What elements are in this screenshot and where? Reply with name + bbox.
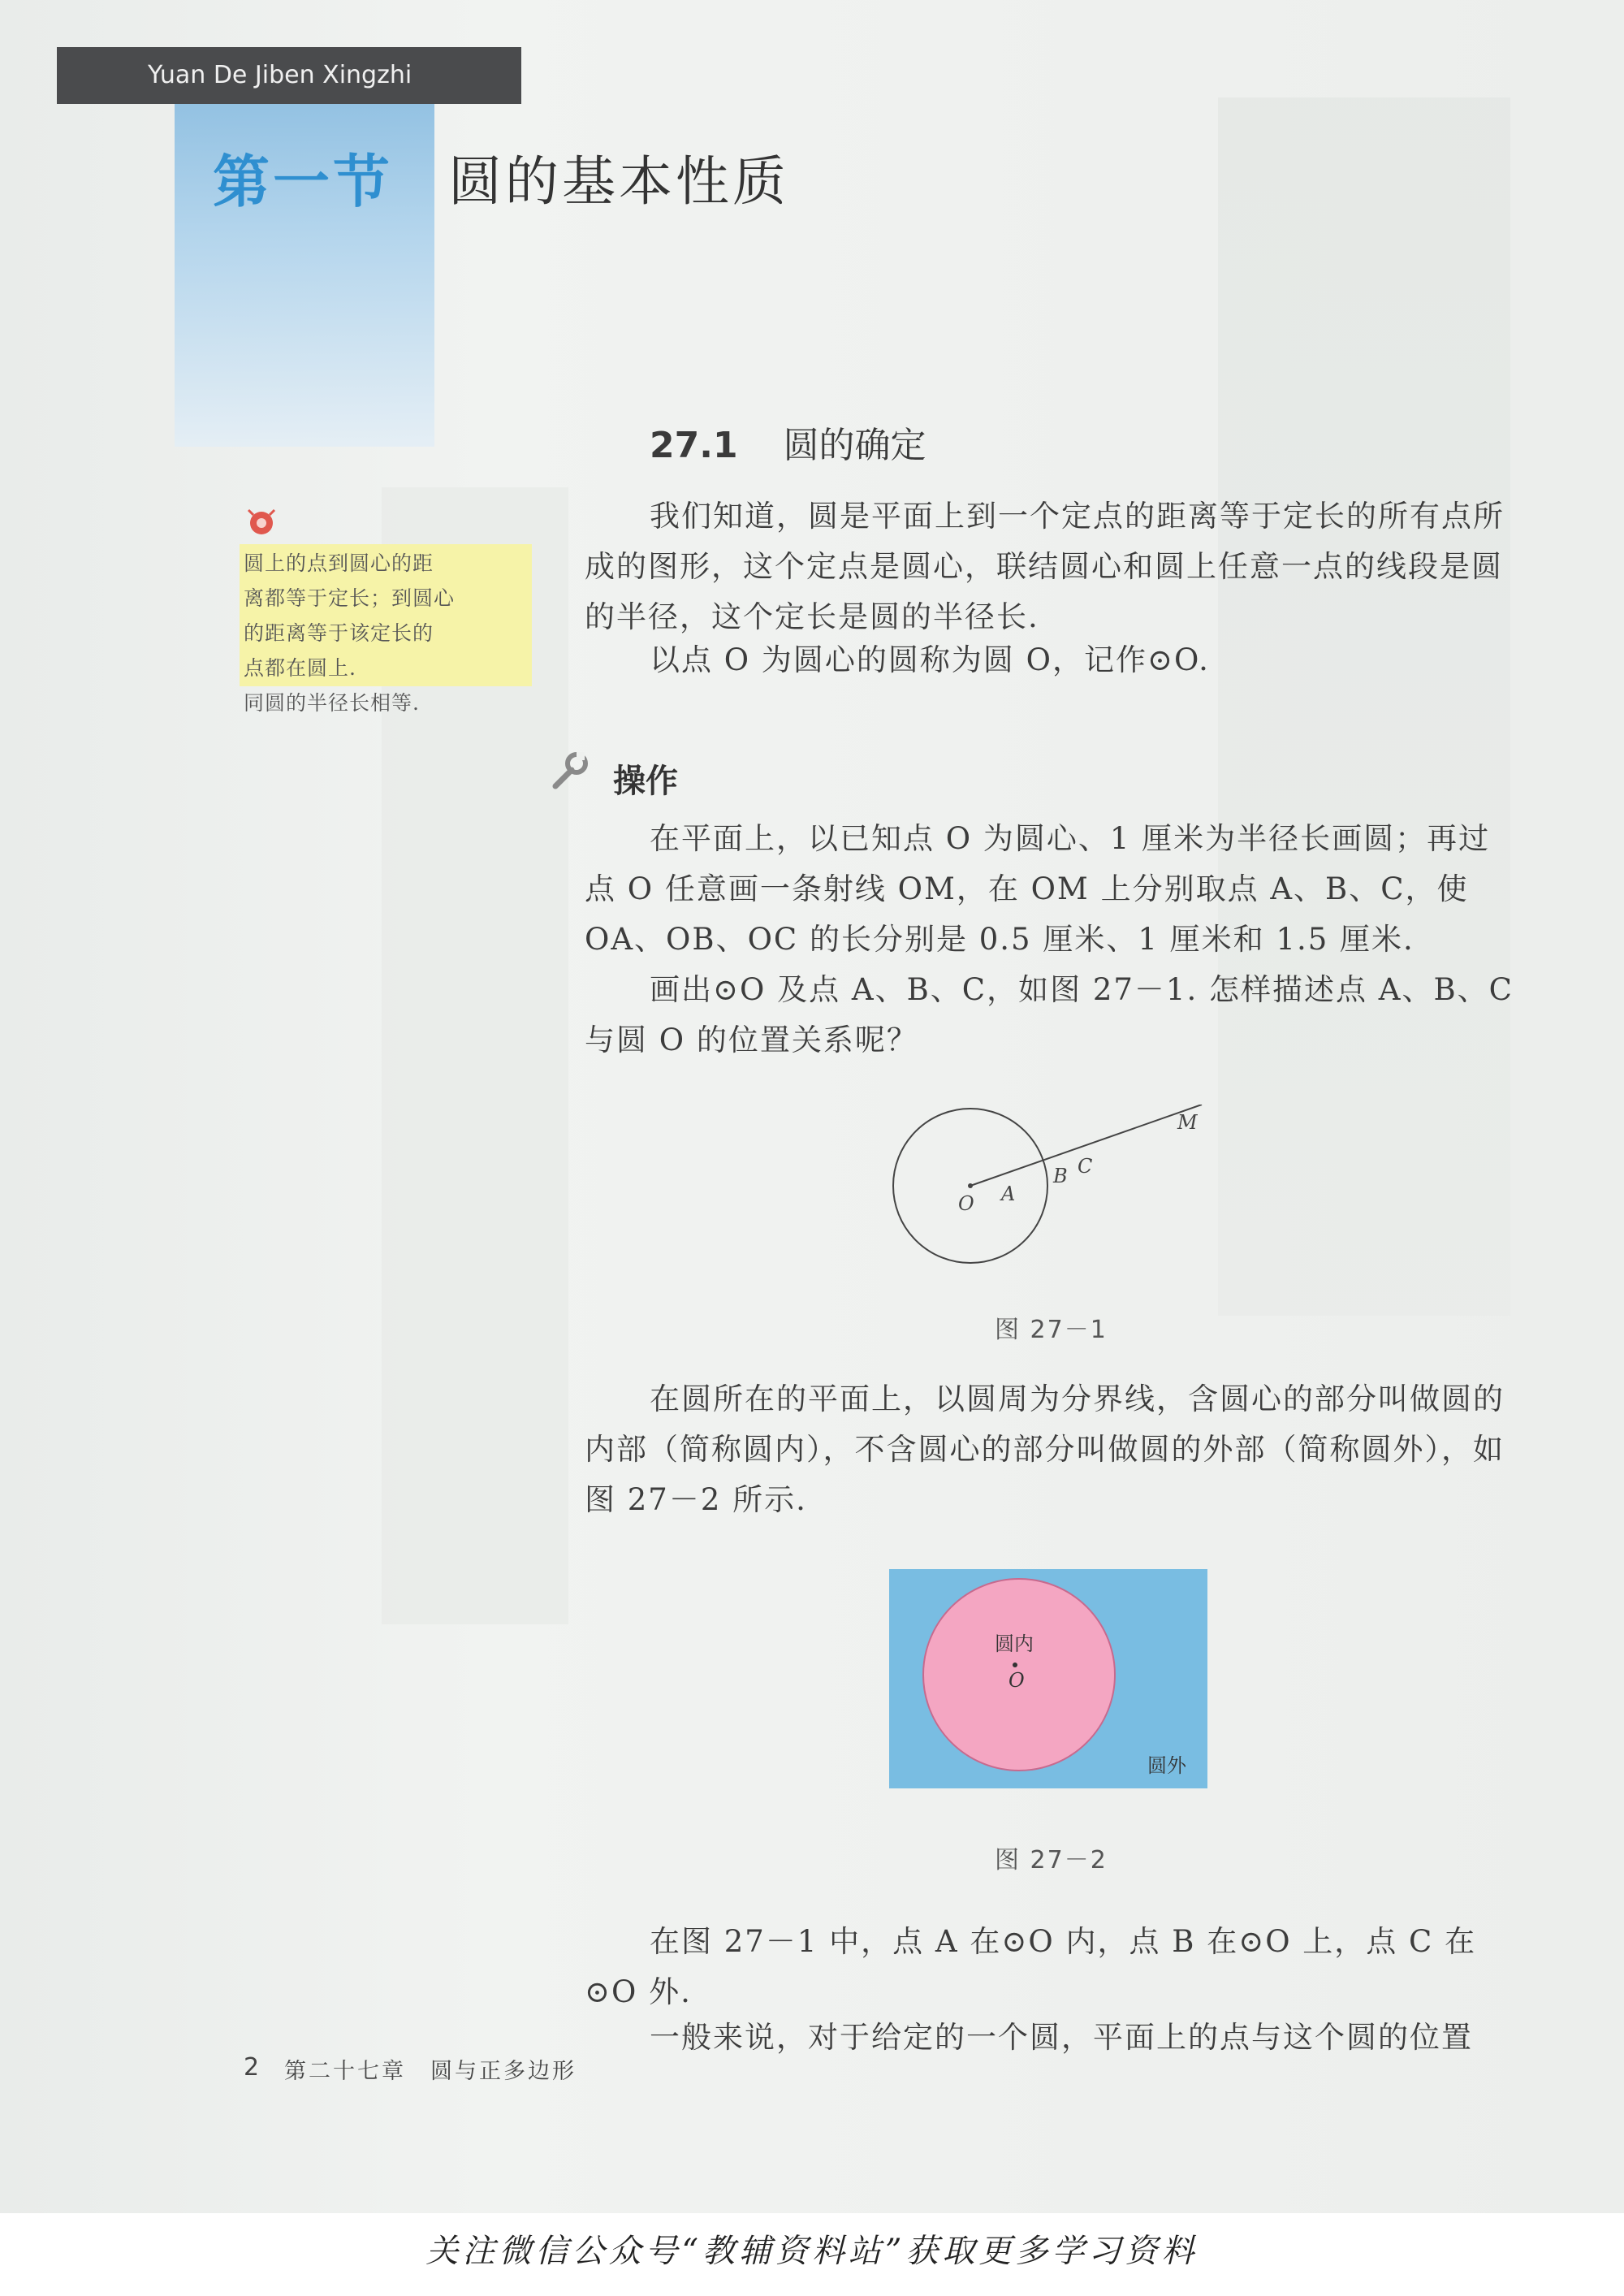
operation-heading: 操作: [613, 763, 678, 800]
figure-27-1-caption: 图 27－1: [995, 1316, 1108, 1344]
side-note-line: 圆上的点到圆心的距: [244, 551, 434, 575]
section-label: 第一节: [213, 148, 393, 215]
label-b: B: [1053, 1165, 1068, 1187]
center-label: O: [1009, 1669, 1025, 1692]
side-note-line: 同圆的半径长相等.: [244, 691, 420, 715]
figure-27-2-caption: 图 27－2: [995, 1846, 1108, 1874]
section-title: 圆的基本性质: [448, 150, 789, 213]
wrench-icon: [544, 747, 593, 796]
paragraph-notation: 以点 O 为圆心的圆称为圆 O，记作⊙O.: [650, 642, 1210, 677]
subsection-title: 圆的确定: [783, 425, 926, 466]
figure-27-1: [877, 1105, 1218, 1275]
figure-27-2: [889, 1569, 1207, 1788]
paragraph-interior-exterior: 在圆所在的平面上，以圆周为分界线，含圆心的部分叫做圆的内部（简称圆内），不含圆心的部分叫做圆的外部（简称圆外），如图 27－2 所示.: [585, 1381, 1505, 1517]
side-note: [244, 546, 536, 720]
paragraph-general: 一般来说，对于给定的一个圆，平面上的点与这个圆的位置: [650, 2020, 1473, 2055]
label-a: A: [1001, 1183, 1016, 1205]
paragraph-example: 在图 27－1 中，点 A 在⊙O 内，点 B 在⊙O 上，点 C 在⊙O 外.: [585, 1924, 1477, 2009]
label-o: O: [958, 1192, 974, 1215]
center-point: [1013, 1663, 1017, 1667]
label-m: M: [1177, 1111, 1198, 1134]
page-number: 2: [244, 2053, 260, 2082]
paragraph-definition: 我们知道，圆是平面上到一个定点的距离等于定长的所有点所成的图形，这个定点是圆心，联结圆心和圆上任意一点的线段是圆的半径，这个定长是圆的半径长.: [585, 499, 1505, 634]
inside-label: 圆内: [995, 1632, 1034, 1655]
side-note-line: 的距离等于该定长的: [244, 621, 434, 645]
label-c: C: [1078, 1155, 1093, 1178]
chapter-footer: 第二十七章 圆与正多边形: [284, 2059, 577, 2084]
decorative-right-panel: [1218, 97, 1510, 1316]
pinyin-header: Yuan De Jiben Xingzhi: [57, 47, 521, 104]
bottom-promo-note: 关注微信公众号“教辅资料站”获取更多学习资料: [425, 2233, 1199, 2270]
side-note-line: 离都等于定长；到圆心: [244, 586, 456, 610]
bell-icon: [244, 504, 279, 539]
subsection-number: 27.1: [650, 425, 738, 466]
point-o: [968, 1183, 973, 1188]
paragraph-operation: 在平面上，以已知点 O 为圆心、1 厘米为半径长画圆；再过点 O 任意画一条射线 OM，在 OM 上分别取点 A、B、C，使 OA、OB、OC 的长分别是 0.5 厘米、1 厘米和 1.5 厘米.: [585, 821, 1491, 957]
side-note-line: 点都在圆上.: [244, 656, 356, 680]
paragraph-question: 画出⊙O 及点 A、B、C，如图 27－1. 怎样描述点 A、B、C 与圆 O 的位置关系呢？: [585, 972, 1514, 1057]
subsection-heading: [650, 416, 926, 468]
outside-label: 圆外: [1147, 1754, 1186, 1777]
